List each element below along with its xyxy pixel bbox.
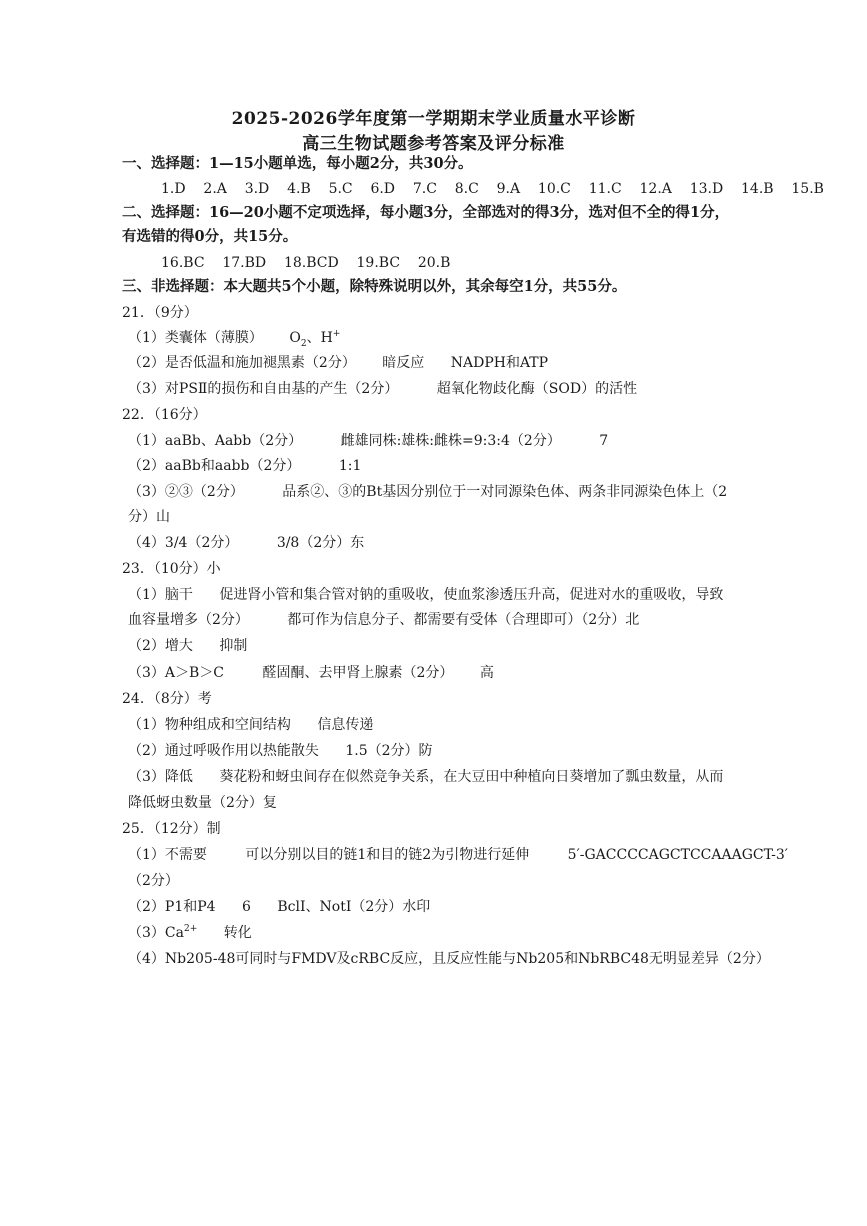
answer-item: 5.C	[328, 181, 353, 197]
section1-answers	[161, 180, 824, 198]
answer-item: 20.B	[417, 255, 451, 271]
q22-answer-1a: （1）aaBb、Aabb（2分）	[128, 433, 303, 449]
answer-item: 8.C	[454, 181, 479, 197]
q24-answer-1b: 信息传递	[317, 717, 374, 733]
q25-answer-1b: 可以分别以目的链1和目的链2为引物进行延伸	[245, 847, 530, 863]
q25-line2	[128, 898, 430, 916]
q23-answer-3b: 醛固酮、去甲肾上腺素（2分）	[262, 665, 454, 681]
q25-title: 25．（12分）制	[122, 821, 221, 837]
q25-line1-cont: （2分）	[128, 873, 179, 889]
q25-answer-2b: 6	[242, 899, 251, 915]
answer-item: 6.D	[370, 181, 396, 197]
q21-answer-1b: $O_2$、H+	[289, 329, 341, 349]
q23-line2	[128, 637, 247, 655]
section2-heading-line1: 二、选择题：16—20小题不定项选择，每小题3分，全部选对的得3分，选对但不全的得1分，	[122, 204, 730, 221]
q21-answer-2b: 暗反应	[382, 355, 425, 371]
q21-answer-3b: 超氧化物歧化酶（SOD）的活性	[436, 381, 638, 397]
document-subtitle: 高三生物试题参考答案及评分标准	[302, 134, 565, 154]
answer-item: 16.BC	[161, 255, 205, 271]
answer-item: 18.BCD	[283, 255, 339, 271]
q23-answer-1a: （1）脑干	[128, 587, 193, 603]
q25-line1	[128, 846, 788, 864]
section1-heading: 一、选择题：1—15小题单选，每小题2分，共30分。	[122, 155, 473, 172]
q24-line3-cont: 降低蚜虫数量（2分）复	[128, 795, 277, 811]
q24-title: 24．（8分）考	[122, 691, 212, 707]
section2-answers	[161, 254, 450, 272]
answer-item: 2.A	[203, 181, 227, 197]
q21-title: 21．（9分）	[122, 305, 198, 321]
document-title: 2025-2026学年度第一学期期末学业质量水平诊断	[231, 109, 636, 129]
section3-heading: 三、非选择题：本大题共5个小题，除特殊说明以外，其余每空1分，共55分。	[122, 278, 627, 295]
q22-answer-1c: 7	[599, 433, 609, 449]
q24-answer-3b: 葵花粉和蚜虫间存在似然竞争关系，在大豆田中种植向日葵增加了瓢虫数量，从而	[219, 769, 724, 785]
q22-answer-3b: 品系②、③的Bt基因分别位于一对同源染色体、两条非同源染色体上（2	[282, 484, 728, 500]
q22-line1	[128, 432, 608, 450]
q22-answer-3a: （3）②③（2分）	[128, 484, 244, 500]
q21-answer-3a: （3）对PSⅡ的损伤和自由基的产生（2分）	[128, 381, 399, 397]
q23-answer-1b: 促进肾小管和集合管对钠的重吸收，使血浆渗透压升高，促进对水的重吸收，导致	[219, 587, 724, 603]
q23-line1-cont	[128, 611, 639, 629]
q24-answer-2b: 1.5（2分）防	[345, 743, 433, 759]
q24-line1	[128, 716, 373, 734]
answer-item: 11.C	[588, 181, 622, 197]
q24-answer-2a: （2）通过呼吸作用以热能散失	[128, 743, 319, 759]
q21-line1	[128, 329, 340, 353]
q25-answer-3a: $(3)Ca^{2+}$	[128, 924, 198, 941]
q25-answer-1c: 5′-GACCCCAGCTCCAAAGCT-3′	[567, 847, 788, 863]
q22-line4	[128, 534, 364, 552]
q25-answer-2a: （2）P1和P4	[128, 899, 216, 915]
q21-line3	[128, 380, 637, 398]
answer-item: 17.BD	[222, 255, 267, 271]
q23-answer-2a: （2）增大	[128, 638, 193, 654]
answer-item: 15.B	[791, 181, 824, 197]
q23-answer-1d: 都可作为信息分子、都需要有受体（合理即可）（2分）北	[287, 612, 640, 628]
q23-answer-3c: 高	[479, 665, 494, 681]
q23-answer-2b: 抑制	[219, 638, 248, 654]
answer-item: 14.B	[741, 181, 774, 197]
q25-answer-3b: 转化	[223, 925, 252, 941]
q22-line3	[128, 483, 727, 501]
answer-item: 13.D	[689, 181, 724, 197]
answer-item: 9.A	[496, 181, 521, 197]
q24-line2	[128, 742, 433, 760]
answer-item: 12.A	[639, 181, 672, 197]
q22-title: 22．（16分）	[122, 407, 207, 423]
q23-answer-3a: （3）A＞B＞C	[128, 665, 225, 681]
answer-item: 7.C	[412, 181, 437, 197]
q21-line2	[128, 354, 548, 372]
answer-item: 4.B	[287, 181, 311, 197]
q22-answer-2b: 1:1	[338, 458, 362, 474]
answer-item: 10.C	[537, 181, 571, 197]
q23-answer-1c: 血容量增多（2分）	[128, 612, 249, 628]
q25-answer-2c: BclⅠ、NotⅠ（2分）水印	[277, 899, 431, 915]
q21-answer-1a: （1）类囊体（薄膜）	[128, 330, 263, 346]
q25-answer-1a: （1）不需要	[128, 847, 207, 863]
q22-answer-4a: （4）3/4（2分）	[128, 535, 239, 551]
q23-line1	[128, 586, 723, 604]
q22-answer-2a: （2）aaBb和aabb（2分）	[128, 458, 301, 474]
answer-item: 1.D	[161, 181, 186, 197]
q23-title: 23．（10分）小	[122, 561, 221, 577]
q23-line3	[128, 664, 494, 682]
q25-line3	[128, 924, 252, 942]
q22-answer-1b: 雌雄同株:雄株:雌株=9:3:4（2分）	[340, 433, 561, 449]
q22-answer-4b: 3/8（2分）东	[276, 535, 365, 551]
q25-line4: （4）Nb205-48可同时与FMDV及cRBC反应，且反应性能与Nb205和NbRBC48无明显差异（2分）	[128, 951, 770, 967]
q22-line2	[128, 457, 361, 475]
q21-answer-2c: NADPH和ATP	[450, 355, 549, 371]
q22-line3-cont: 分）山	[128, 509, 170, 525]
q24-line3	[128, 768, 723, 786]
answer-item: 3.D	[244, 181, 270, 197]
answer-item: 19.BC	[356, 255, 401, 271]
q21-answer-2a: （2）是否低温和施加褪黑素（2分）	[128, 355, 356, 371]
q24-answer-1a: （1）物种组成和空间结构	[128, 717, 291, 733]
section2-heading-line2: 有选错的得0分，共15分。	[122, 228, 298, 245]
q24-answer-3a: （3）降低	[128, 769, 193, 785]
